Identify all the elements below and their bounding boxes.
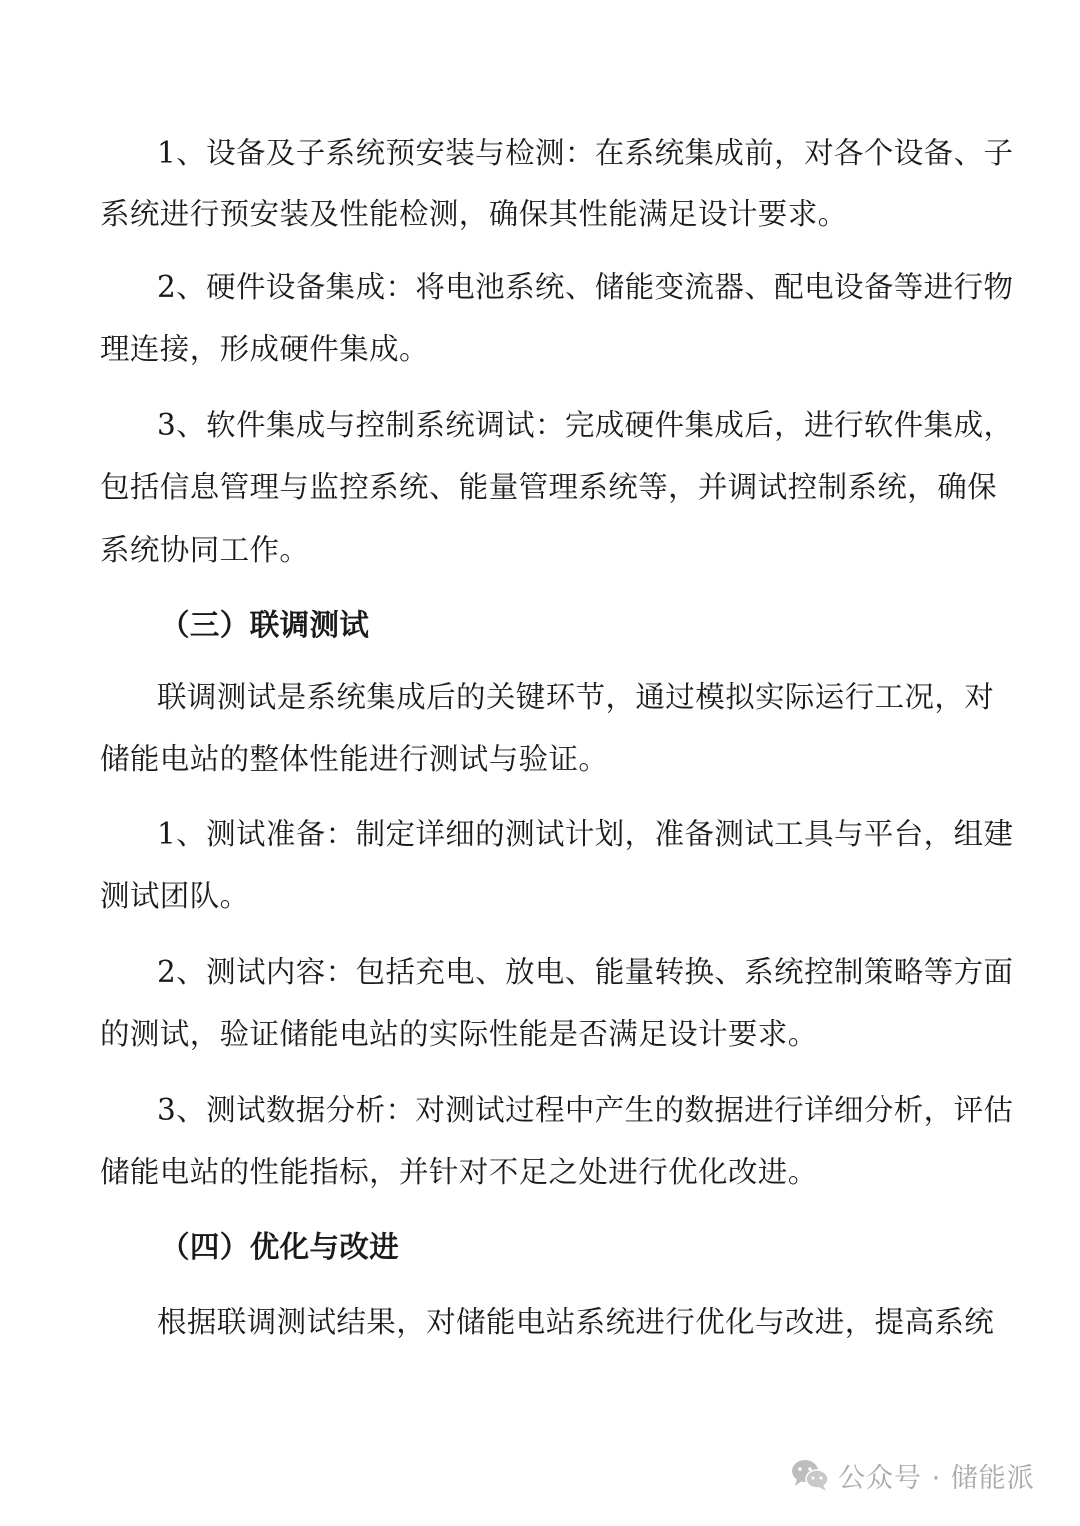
text-line: 测试团队。 — [100, 879, 250, 913]
text-line: 的测试，验证储能电站的实际性能是否满足设计要求。 — [100, 1017, 818, 1051]
watermark — [790, 1455, 1060, 1495]
text-line: 包括信息管理与监控系统、能量管理系统等，并调试控制系统，确保 — [100, 470, 998, 504]
text-line: 理连接，形成硬件集成。 — [100, 332, 429, 366]
text-line: 根据联调测试结果，对储能电站系统进行优化与改进，提高系统 — [157, 1305, 995, 1339]
text-line: 1、测试准备：制定详细的测试计划，准备测试工具与平台，组建 — [157, 817, 1014, 851]
wechat-icon — [790, 1457, 830, 1493]
text-line: 1、设备及子系统预安装与检测：在系统集成前，对各个设备、子 — [157, 136, 1014, 170]
text-line: 2、硬件设备集成：将电池系统、储能变流器、配电设备等进行物 — [157, 270, 1014, 304]
text-line: 系统协同工作。 — [100, 533, 310, 567]
text-line: 系统进行预安装及性能检测，确保其性能满足设计要求。 — [100, 197, 848, 231]
text-line: 储能电站的整体性能进行测试与验证。 — [100, 742, 609, 776]
section-heading: （四）优化与改进 — [160, 1229, 400, 1264]
text-line: 联调测试是系统集成后的关键环节，通过模拟实际运行工况，对 — [157, 680, 995, 714]
section-heading: （三）联调测试 — [160, 607, 370, 642]
text-line: 储能电站的性能指标，并针对不足之处进行优化改进。 — [100, 1155, 818, 1189]
text-line: 3、测试数据分析：对测试过程中产生的数据进行详细分析，评估 — [157, 1093, 1014, 1127]
text-line: 3、软件集成与控制系统调试：完成硬件集成后，进行软件集成， — [157, 408, 1014, 442]
text-line: 2、测试内容：包括充电、放电、能量转换、系统控制策略等方面 — [157, 955, 1014, 989]
watermark-text: 公众号 · 储能派 — [838, 1462, 1035, 1494]
